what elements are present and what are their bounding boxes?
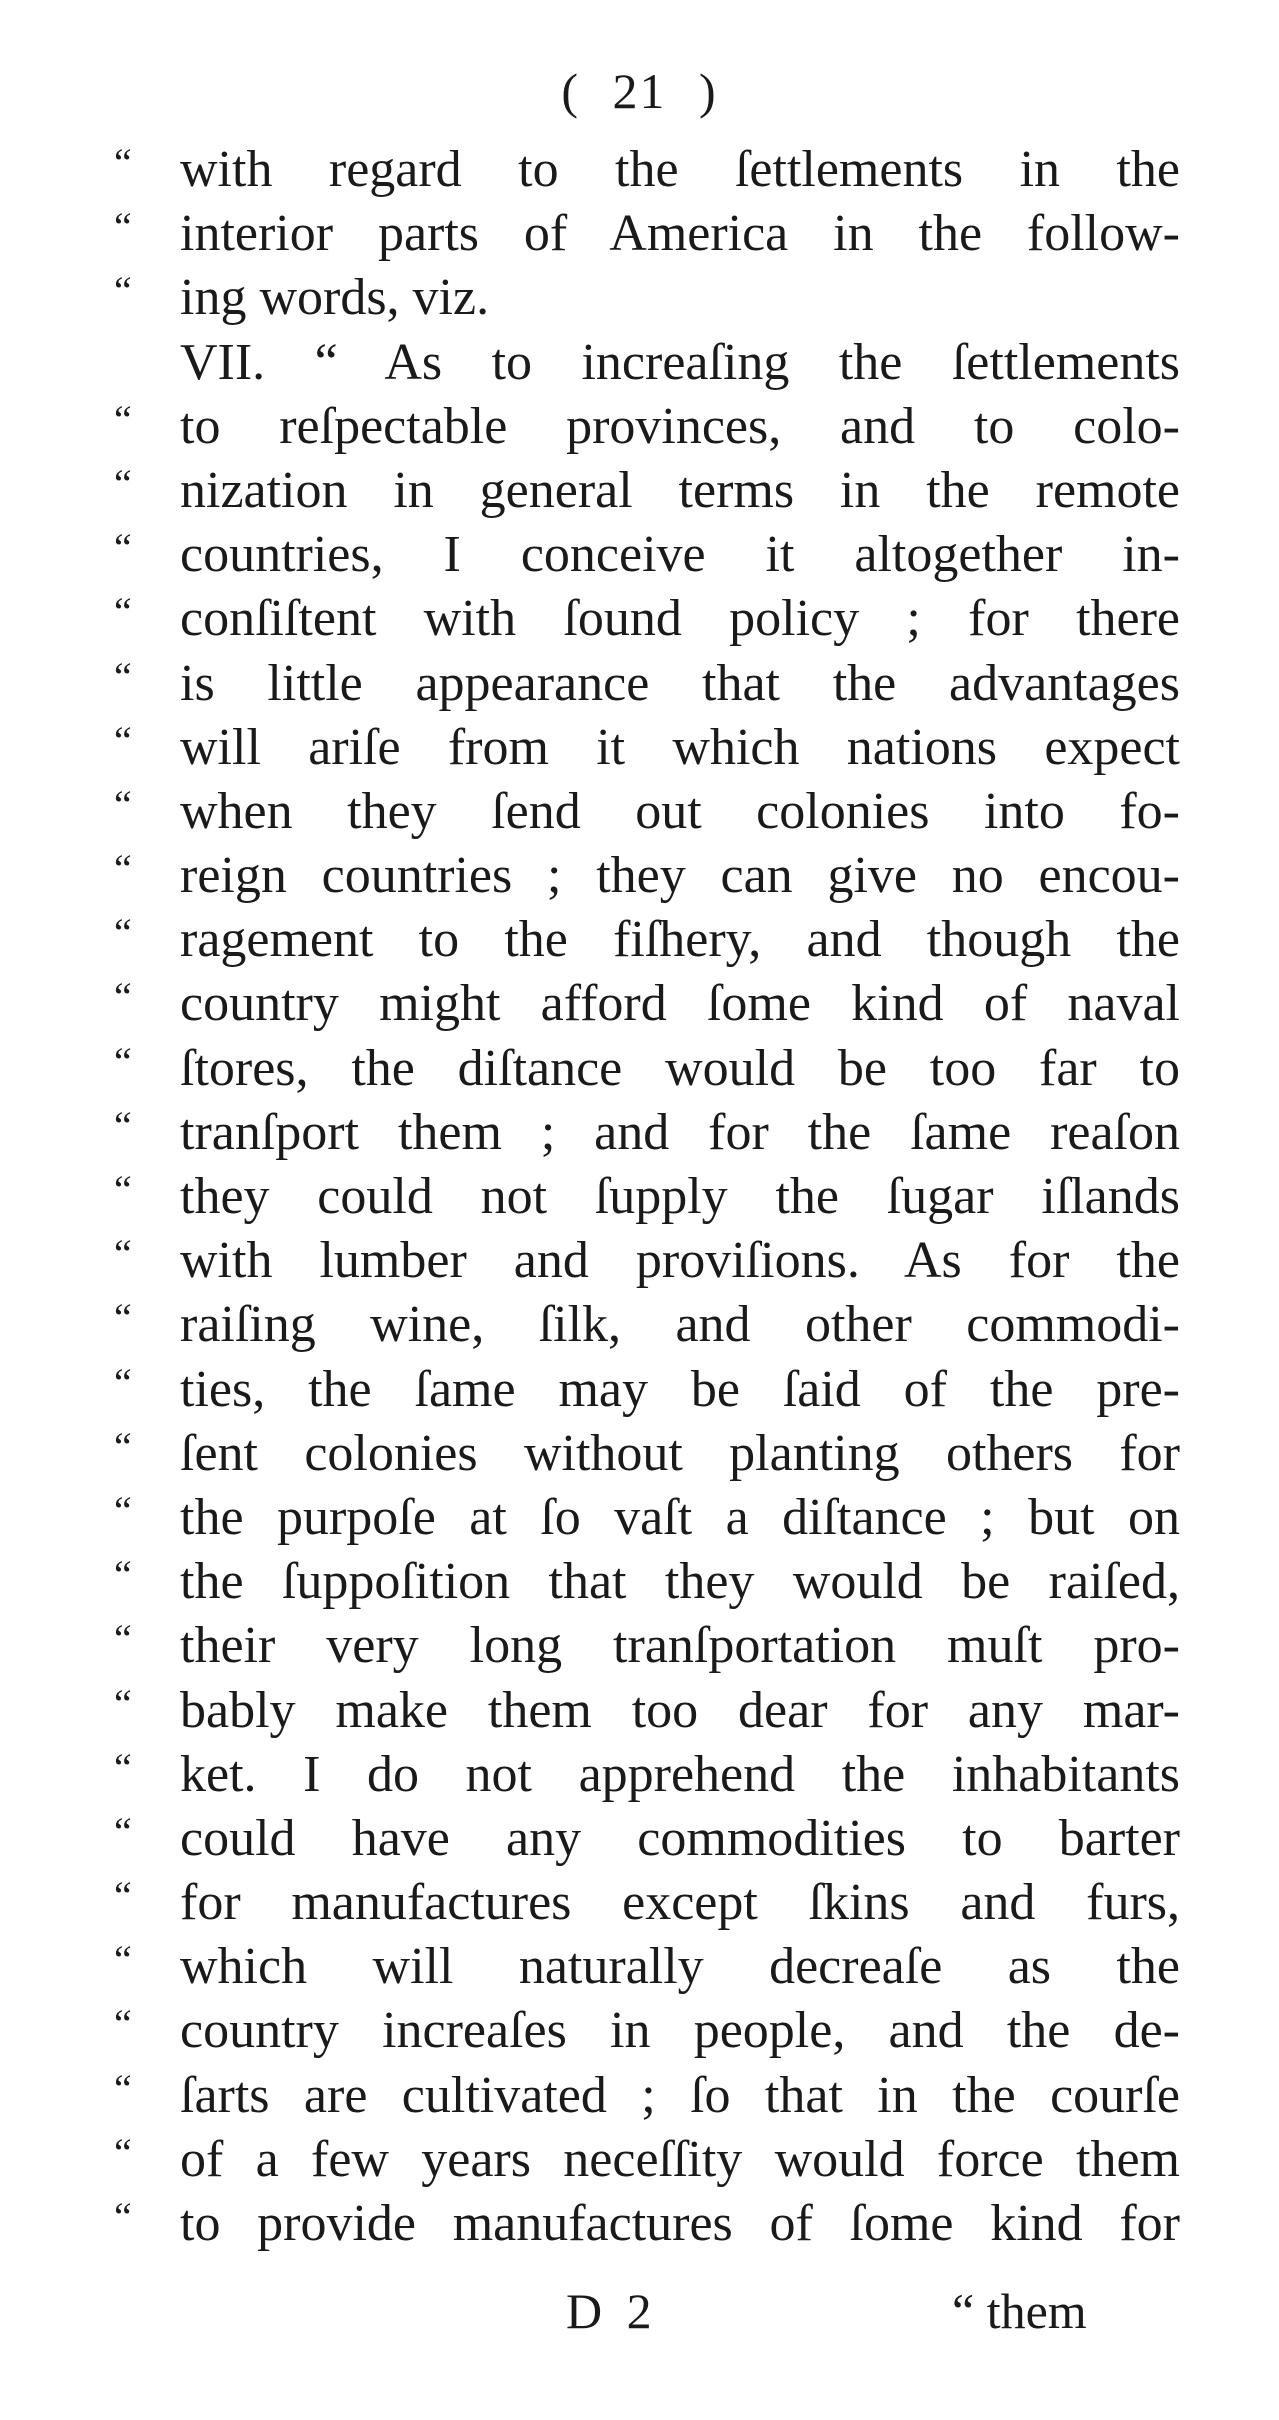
text-line — [0, 1229, 1279, 1293]
quote-mark: “ — [114, 1231, 132, 1277]
body-text — [0, 138, 1279, 2256]
line-text: VII. “ As to increaſing the ſettlements — [180, 333, 1180, 391]
quote-mark: “ — [114, 2065, 132, 2111]
text-line — [0, 652, 1279, 716]
line-text: ket. I do not apprehend the inhabitants — [180, 1745, 1180, 1803]
quote-mark: “ — [114, 2001, 132, 2047]
text-line — [0, 972, 1279, 1036]
quote-mark: “ — [114, 781, 132, 827]
quote-mark: “ — [114, 1873, 132, 1919]
quote-mark: “ — [114, 910, 132, 956]
quote-mark: “ — [114, 1038, 132, 1084]
quote-mark: “ — [114, 204, 132, 250]
line-text: ſent colonies without planting others for — [180, 1424, 1180, 1482]
line-text: of a few years neceſſity would force them — [180, 2130, 1180, 2188]
line-text: could have any commodities to barter — [180, 1809, 1180, 1867]
text-line — [0, 138, 1279, 202]
line-text: to reſpectable provinces, and to colo- — [180, 397, 1180, 455]
quote-mark: “ — [114, 1937, 132, 1983]
line-text: interior parts of America in the follow- — [180, 205, 1180, 263]
quote-mark: “ — [114, 1167, 132, 1212]
line-text: they could not ſupply the ſugar iſlands — [180, 1168, 1180, 1225]
text-line — [0, 1679, 1279, 1743]
line-text: reign countries ; they can give no encou- — [180, 847, 1180, 905]
line-text: ties, the ſame may be ſaid of the pre- — [180, 1360, 1180, 1418]
text-line — [0, 459, 1279, 523]
quote-mark: “ — [114, 396, 132, 442]
quote-mark: “ — [114, 974, 132, 1020]
text-line — [0, 1293, 1279, 1357]
quote-mark: “ — [114, 846, 132, 892]
line-text: their very long tranſportation muſt pro- — [180, 1617, 1180, 1675]
quote-mark: “ — [114, 717, 132, 763]
quote-mark: “ — [114, 1295, 132, 1341]
quote-mark: “ — [114, 1808, 132, 1854]
text-line — [0, 331, 1279, 395]
text-line — [0, 716, 1279, 780]
line-text: country might afford ſome kind of naval — [180, 975, 1180, 1033]
line-text: will ariſe from it which nations expect — [180, 718, 1180, 776]
quote-mark: “ — [114, 653, 132, 699]
line-text: ragement to the fiſhery, and though the — [180, 911, 1180, 969]
line-text: for manufactures except ſkins and furs, — [180, 1874, 1180, 1932]
line-text: which will naturally decreaſe as the — [180, 1938, 1180, 1996]
text-line — [0, 1614, 1279, 1678]
text-line — [0, 1999, 1279, 2063]
text-line — [0, 908, 1279, 972]
text-line — [0, 1101, 1279, 1165]
line-text: tranſport them ; and for the ſame reaſon — [180, 1103, 1180, 1161]
quote-mark: “ — [114, 1744, 132, 1790]
quote-mark: “ — [114, 1487, 132, 1533]
quote-mark: “ — [114, 1616, 132, 1662]
text-line — [0, 266, 1279, 330]
line-text: ing words, viz. — [180, 269, 490, 327]
text-line — [0, 1935, 1279, 1999]
line-text: bably make them too dear for any mar- — [180, 1681, 1180, 1739]
line-text: country increaſes in people, and the de- — [180, 2002, 1180, 2060]
page-footer — [0, 2282, 1279, 2352]
text-line — [0, 1165, 1279, 1229]
signature-mark: D 2 — [566, 2283, 658, 2339]
line-text: ſtores, the diſtance would be too far to — [180, 1039, 1180, 1097]
line-text: countries, I conceive it altogether in- — [180, 526, 1180, 584]
line-text: the ſuppoſition that they would be raiſed, — [180, 1553, 1180, 1611]
text-line — [0, 395, 1279, 459]
text-line — [0, 1743, 1279, 1807]
quote-mark: “ — [114, 1423, 132, 1469]
line-text: with regard to the ſettlements in the — [180, 141, 1180, 198]
line-text: raiſing wine, ſilk, and other commodi- — [180, 1296, 1180, 1354]
line-text: ſarts are cultivated ; ſo that in the courſe — [180, 2066, 1180, 2124]
text-line — [0, 587, 1279, 651]
line-text: when they ſend out colonies into fo- — [180, 782, 1180, 840]
quote-mark: “ — [114, 1680, 132, 1726]
text-line — [0, 1550, 1279, 1614]
text-line — [0, 2128, 1279, 2192]
line-text: is little appearance that the advantages — [180, 654, 1180, 712]
text-line — [0, 1486, 1279, 1550]
line-text: nization in general terms in the remote — [180, 461, 1180, 519]
line-text: the purpoſe at ſo vaſt a diſtance ; but on — [180, 1488, 1180, 1546]
text-line — [0, 1037, 1279, 1101]
text-line — [0, 1871, 1279, 1935]
quote-mark: “ — [114, 2129, 132, 2175]
quote-mark: “ — [114, 140, 132, 185]
text-line — [0, 1358, 1279, 1422]
quote-mark: “ — [114, 525, 132, 571]
catchword: “ them — [952, 2283, 1087, 2339]
text-line — [0, 780, 1279, 844]
page-number: ( 21 ) — [561, 63, 718, 119]
text-line — [0, 2192, 1279, 2256]
text-line — [0, 844, 1279, 908]
quote-mark: “ — [114, 1552, 132, 1598]
text-line — [0, 1807, 1279, 1871]
line-text: with lumber and proviſions. As for the — [180, 1232, 1180, 1290]
quote-mark: “ — [114, 2194, 132, 2239]
quote-mark: “ — [114, 589, 132, 635]
text-line — [0, 2064, 1279, 2128]
quote-mark: “ — [114, 1102, 132, 1148]
quote-mark: “ — [114, 268, 132, 314]
text-line — [0, 523, 1279, 587]
line-text: conſiſtent with ſound policy ; for there — [180, 590, 1180, 648]
line-text: to provide manufactures of ſome kind for — [180, 2195, 1180, 2252]
quote-mark: “ — [114, 1359, 132, 1405]
text-line — [0, 202, 1279, 266]
quote-mark: “ — [114, 460, 132, 506]
text-line — [0, 1422, 1279, 1486]
